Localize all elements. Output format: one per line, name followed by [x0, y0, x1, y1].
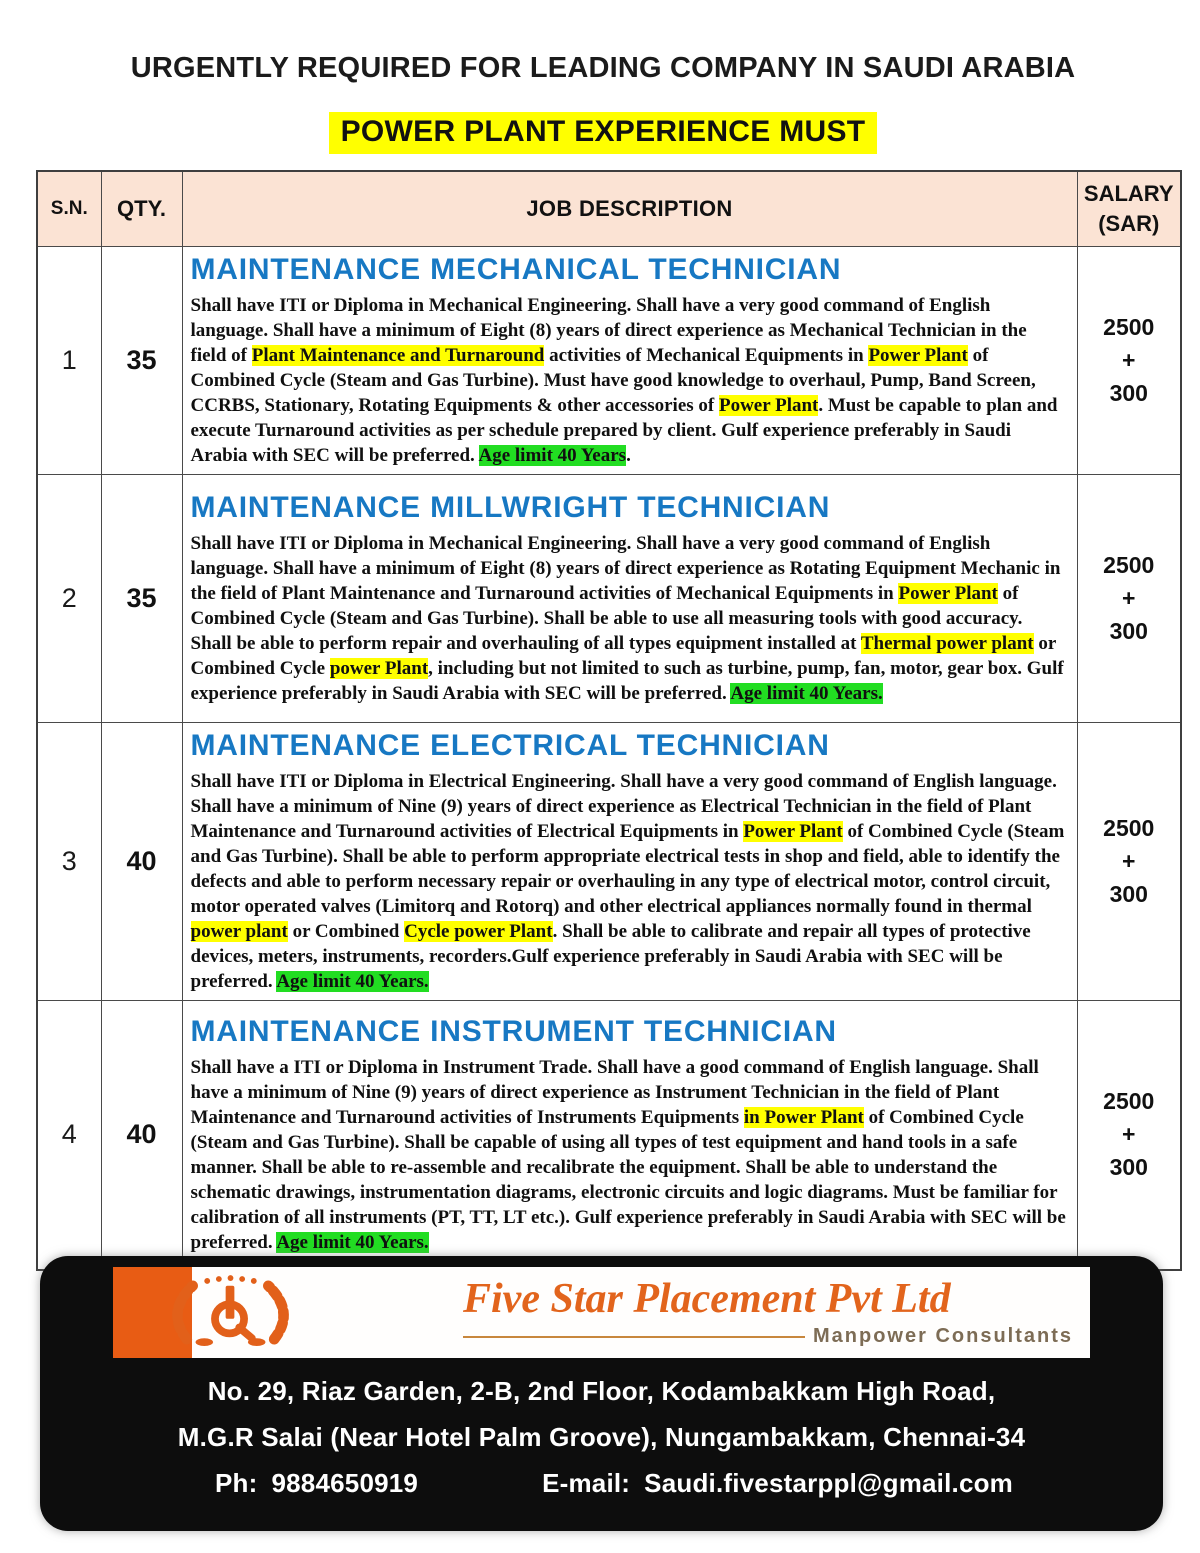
company-tagline: Manpower Consultants — [812, 1325, 1073, 1347]
brand-rule-line — [463, 1336, 805, 1338]
salary-header-line1: SALARY — [1083, 180, 1174, 206]
contact-line — [40, 1460, 1163, 1506]
address-line-2: M.G.R Salai (Near Hotel Palm Groove), Nungambakkam, Chennai-34 — [177, 1422, 1026, 1452]
page-header — [28, 52, 1178, 154]
company-logo-bar — [113, 1267, 1090, 1358]
table-header-row — [37, 171, 1181, 246]
salary-amount: 2500 — [1103, 313, 1155, 340]
page-title: URGENTLY REQUIRED FOR LEADING COMPANY IN SAUDI ARABIA — [130, 52, 1076, 84]
job-description-cell — [182, 246, 1077, 474]
phone-number: 9884650919 — [271, 1468, 419, 1498]
job-sn: 2 — [37, 474, 101, 722]
salary-extra: 300 — [1109, 617, 1148, 644]
job-salary — [1077, 1000, 1181, 1270]
job-qty: 35 — [101, 246, 182, 474]
salary-header-line2: (SAR) — [1098, 210, 1160, 236]
email-label: E-mail: — [542, 1468, 631, 1498]
salary-extra: 300 — [1109, 880, 1148, 907]
salary-amount: 2500 — [1103, 551, 1155, 578]
job-title: MAINTENANCE INSTRUMENT TECHNICIAN — [190, 1014, 837, 1048]
email-address: Saudi.fivestarppl@gmail.com — [644, 1468, 1013, 1498]
job-qty: 40 — [101, 722, 182, 1000]
job-salary — [1077, 246, 1181, 474]
job-text: Shall have ITI or Diploma in Mechanical Engineering. Shall have a very good command of English language. Shall have a minimum of Eight (8) years of direct experience as Mechanical Technician in the field of Plant Maintenance and Turnaround activities of Mechanical Equipments in Power Plant of Combined Cycle (Steam and Gas Turbine). Must have good knowledge to overhaul, Pump, Band Screen, CCRBS, Stationary, Rotating Equipments & other accessories of Power Plant. Must be capable to plan and execute Turnaround activities as per schedule prepared by client. Gulf experience preferably in Saudi Arabia with SEC will be preferred. Age limit 40 Years. — [190, 294, 1058, 466]
job-title: MAINTENANCE MECHANICAL TECHNICIAN — [190, 252, 842, 286]
job-title: MAINTENANCE MILLWRIGHT TECHNICIAN — [190, 490, 831, 524]
job-sn: 4 — [37, 1000, 101, 1270]
job-qty: 40 — [101, 1000, 182, 1270]
column-header-qty: QTY. — [101, 171, 182, 246]
salary-extra: 300 — [1109, 379, 1148, 406]
job-salary — [1077, 474, 1181, 722]
column-header-salary — [1077, 171, 1181, 246]
table-row — [37, 246, 1181, 474]
laurel-wreath-logo-icon — [148, 1273, 313, 1351]
salary-amount: 2500 — [1103, 1088, 1155, 1115]
table-row — [37, 722, 1181, 1000]
salary-extra: 300 — [1109, 1154, 1148, 1181]
job-sn: 1 — [37, 246, 101, 474]
salary-plus: + — [1122, 584, 1136, 611]
salary-amount: 2500 — [1103, 814, 1155, 841]
address-line-1: No. 29, Riaz Garden, 2-B, 2nd Floor, Kodambakkam High Road, — [207, 1376, 996, 1406]
job-description-cell — [182, 722, 1077, 1000]
page-subtitle-highlighted: POWER PLANT EXPERIENCE MUST — [329, 112, 878, 154]
footer-address — [40, 1368, 1163, 1506]
salary-plus: + — [1122, 847, 1136, 874]
phone-label: Ph: — [215, 1468, 258, 1498]
job-qty: 35 — [101, 474, 182, 722]
job-sn: 3 — [37, 722, 101, 1000]
job-salary — [1077, 722, 1181, 1000]
job-text: Shall have a ITI or Diploma in Instrument Trade. Shall have a good command of English language. Shall have a minimum of Nine (9) years of direct experience as Instrument Technician in the field of Plant Maintenance and Turnaround activities of Instruments Equipments in Power Plant of Combined Cycle (Steam and Gas Turbine). Shall be capable of using all types of test equipment and hand tools in a safe manner. Shall be able to re-assemble and recalibrate the equipment. Shall be able to understand the schematic drawings, instrumentation diagrams, electronic circuits and logic diagrams. Must be familiar for calibration of all instruments (PT, TT, LT etc.). Gulf experience preferably in Saudi Arabia with SEC will be preferred. Age limit 40 Years. — [190, 1056, 1066, 1253]
column-header-sn: S.N. — [37, 171, 101, 246]
column-header-job-description: JOB DESCRIPTION — [182, 171, 1077, 246]
job-text: Shall have ITI or Diploma in Mechanical Engineering. Shall have a very good command of English language. Shall have a minimum of Eight (8) years of direct experience as Rotating Equipment Mechanic in the field of Plant Maintenance and Turnaround activities of Mechanical Equipments in Power Plant of Combined Cycle (Steam and Gas Turbine). Shall be able to use all measuring tools with good accuracy. Shall be able to perform repair and overhauling of all types equipment installed at Thermal power plant or Combined Cycle power Plant, including but not limited to such as turbine, pump, fan, motor, gear box. Gulf experience preferably in Saudi Arabia with SEC will be preferred. Age limit 40 Years. — [190, 532, 1064, 704]
table-row — [37, 1000, 1181, 1270]
footer-card — [40, 1256, 1163, 1531]
table-row — [37, 474, 1181, 722]
jobs-table — [36, 170, 1182, 1271]
salary-plus: + — [1122, 346, 1136, 373]
job-description-cell — [182, 474, 1077, 722]
phone-group — [215, 1460, 418, 1506]
salary-plus: + — [1122, 1121, 1136, 1148]
job-text: Shall have ITI or Diploma in Electrical Engineering. Shall have a very good command of English language. Shall have a minimum of Nine (9) years of direct experience as Electrical Technician in the field of Plant Maintenance and Turnaround activities of Electrical Equipments in Power Plant of Combined Cycle (Steam and Gas Turbine). Shall be able to perform appropriate electrical tests in shop and field, able to identify the defects and able to perform necessary repair or overhauling in any type of electrical motor, control circuit, motor operated valves (Limitorq and Rotorq) and other electrical appliances normally found in thermal power plant or Combined Cycle power Plant. Shall be able to calibrate and repair all types of protective devices, meters, instruments, recorders.Gulf experience preferably in Saudi Arabia with SEC will be preferred. Age limit 40 Years. — [190, 770, 1065, 992]
job-description-cell — [182, 1000, 1077, 1270]
brand-block — [463, 1275, 1073, 1348]
brand-underline-row — [463, 1325, 1073, 1348]
email-group — [542, 1460, 1013, 1506]
company-name: Five Star Placement Pvt Ltd — [463, 1276, 951, 1322]
job-title: MAINTENANCE ELECTRICAL TECHNICIAN — [190, 728, 830, 762]
